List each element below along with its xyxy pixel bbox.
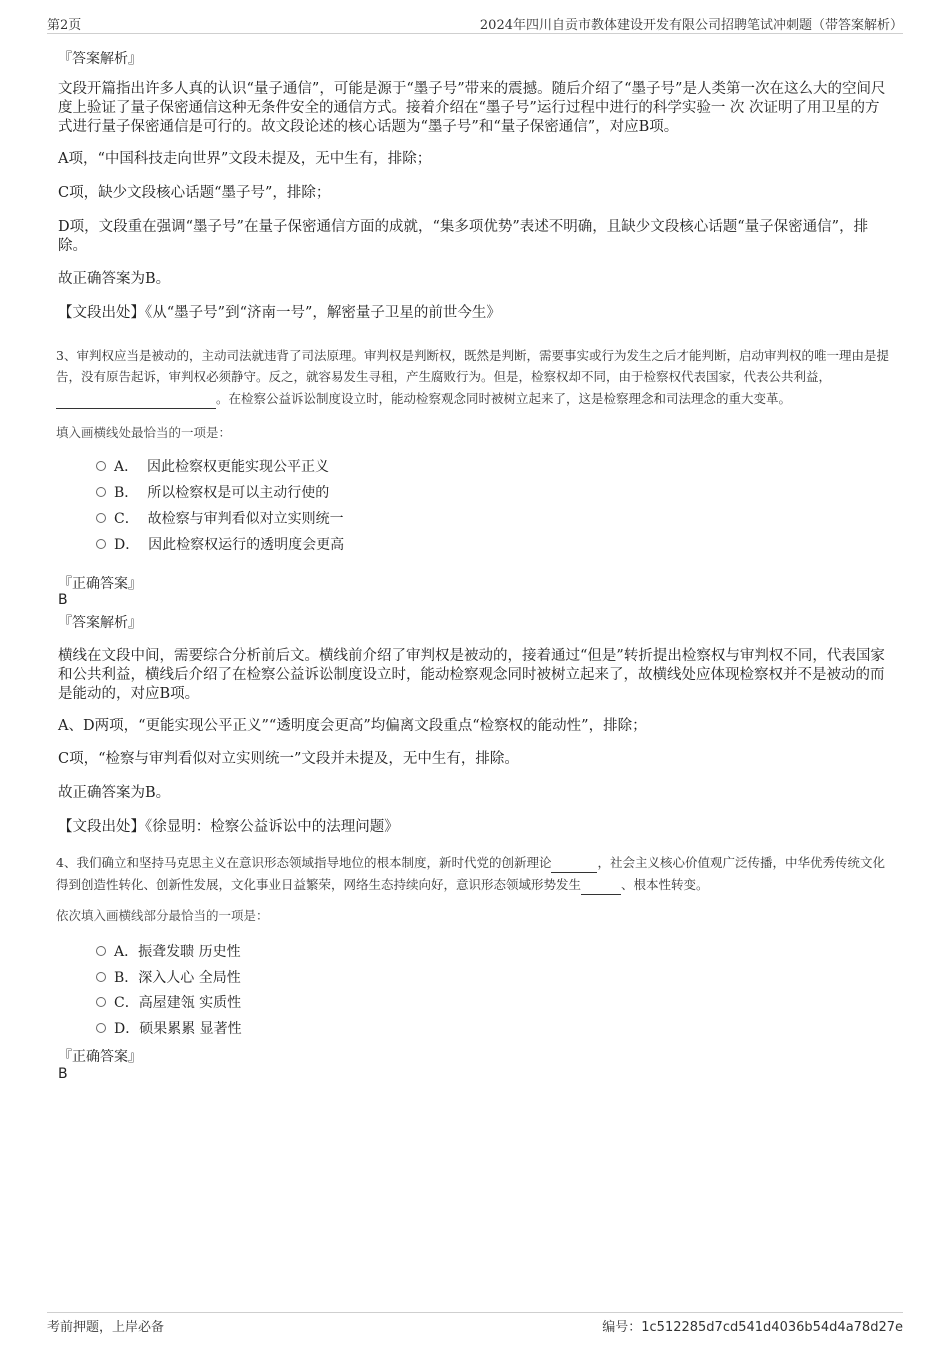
radio-icon[interactable] — [96, 1023, 106, 1033]
q3-option-c[interactable]: C． 故检察与审判看似对立实则统一 — [96, 508, 344, 528]
q3-analysis-tag: 『答案解析』 — [58, 615, 142, 631]
document-code: 编号：1c512285d7cd541d4036b54d4a78d27e — [602, 1320, 903, 1335]
q3-blank — [56, 387, 216, 409]
page-header — [47, 11, 903, 34]
q2-source: 【文段出处】《从“墨子号”到“济南一号”，解密量子卫星的前世今生》 — [58, 305, 501, 321]
q2-analysis-tag: 『答案解析』 — [58, 51, 142, 67]
q3-option-a[interactable]: A． 因此检察权更能实现公平正义 — [96, 456, 329, 476]
q3-stem-before-blank: 3、审判权应当是被动的，主动司法就违背了司法原理。审判权是判断权，既然是判断，需要事实或行为发生之后才能判断，启动审判权的唯一理由是提告，没有原告起诉，审判权必须静守。反之，就容易发生寻租，产生腐败行为。但是，检察权却不同，由于检察权代表国家，代表公共利益， — [56, 348, 889, 384]
page-footer — [47, 1312, 903, 1339]
q4-option-d[interactable]: D．硕果累累 显著性 — [96, 1018, 242, 1038]
q3-stem — [56, 345, 891, 409]
radio-icon[interactable] — [96, 461, 106, 471]
radio-icon[interactable] — [96, 997, 106, 1007]
q3-conclusion: 故正确答案为B。 — [58, 785, 171, 801]
radio-icon[interactable] — [96, 487, 106, 497]
q2-analysis-option-c: C项，缺少文段核心话题“墨子号”，排除； — [58, 185, 331, 201]
q2-analysis-option-a: A项，“中国科技走向世界”文段未提及，无中生有，排除； — [58, 151, 432, 167]
q3-analysis-paragraph: 横线在文段中间，需要综合分析前后文。横线前介绍了审判权是被动的，接着通过“但是”转折提出检察权与审判权不同，代表国家和公共利益，横线后介绍了在检察公益诉讼制度设立时，能动检察观念同时被树立起来了，故横线处应体现检察权并不是被动的而是能动的，对应B项。 — [58, 648, 885, 702]
radio-icon[interactable] — [96, 513, 106, 523]
q4-stem — [56, 851, 891, 895]
q3-analysis-options-ad: A、D两项，“更能实现公平正义”“透明度会更高”均偏离文段重点“检察权的能动性”，排除； — [58, 718, 647, 734]
q4-option-a[interactable]: A．振聋发聩 历史性 — [96, 941, 241, 961]
q3-answer-tag: 『正确答案』 — [58, 576, 142, 592]
q3-stem-after-blank: 。在检察公益诉讼制度设立时，能动检察观念同时被树立起来了，这是检察理念和司法理念的重大变革。 — [216, 391, 792, 406]
q4-blank-1 — [551, 851, 597, 873]
q2-analysis-paragraph: 文段开篇指出许多人真的认识“量子通信”，可能是源于“墨子号”带来的震撼。随后介绍了“墨子号”是人类第一次在这么大的空间尺度上验证了量子保密通信这种无条件安全的通信方式。接着介绍在“墨子号”运行过程中进行的科学实验一 次 次证明了用卫星的方式进行量子保密通信是可行的。故文段论述的核心话题为“墨子号”和“量子保密通信”，对应B项。 — [58, 81, 886, 135]
radio-icon[interactable] — [96, 539, 106, 549]
document-title: 2024年四川自贡市教体建设开发有限公司招聘笔试冲刺题（带答案解析） — [479, 18, 903, 33]
q3-option-b[interactable]: B． 所以检察权是可以主动行使的 — [96, 482, 329, 502]
q4-option-c[interactable]: C．高屋建瓴 实质性 — [96, 992, 241, 1012]
q4-option-b[interactable]: B．深入人心 全局性 — [96, 967, 241, 987]
q4-prompt: 依次填入画横线部分最恰当的一项是： — [56, 908, 269, 923]
q2-analysis-option-d: D项，文段重在强调“墨子号”在量子保密通信方面的成就，“集多项优势”表述不明确，且缺少文段核心话题“量子保密通信”，排除。 — [58, 219, 869, 254]
q3-answer: B — [58, 592, 68, 608]
q4-answer: B — [58, 1066, 68, 1082]
q3-option-d[interactable]: D． 因此检察权运行的透明度会更高 — [96, 534, 344, 554]
q4-answer-tag: 『正确答案』 — [58, 1049, 142, 1065]
q4-stem-part2: ，社会主义核心价值观广泛传播，中华优秀传统文化得到创造性转化、创新性发展，文化事业日益繁荣，网络生态持续向好，意识形态领域形势发生 — [56, 855, 885, 892]
q4-stem-part3: 、根本性转变。 — [621, 877, 709, 892]
q3-source: 【文段出处】《徐显明：检察公益诉讼中的法理问题》 — [58, 819, 399, 835]
radio-icon[interactable] — [96, 972, 106, 982]
q3-prompt: 填入画横线处最恰当的一项是： — [56, 425, 232, 440]
q4-stem-part1: 4、我们确立和坚持马克思主义在意识形态领域指导地位的根本制度，新时代党的创新理论 — [56, 855, 552, 870]
radio-icon[interactable] — [96, 946, 106, 956]
q4-blank-2 — [581, 873, 621, 895]
q2-conclusion: 故正确答案为B。 — [58, 271, 171, 287]
q3-analysis-option-c: C项，“检察与审判看似对立实则统一”文段并未提及，无中生有，排除。 — [58, 751, 519, 767]
footer-slogan: 考前押题，上岸必备 — [47, 1320, 165, 1335]
page-number: 第2页 — [47, 18, 82, 33]
